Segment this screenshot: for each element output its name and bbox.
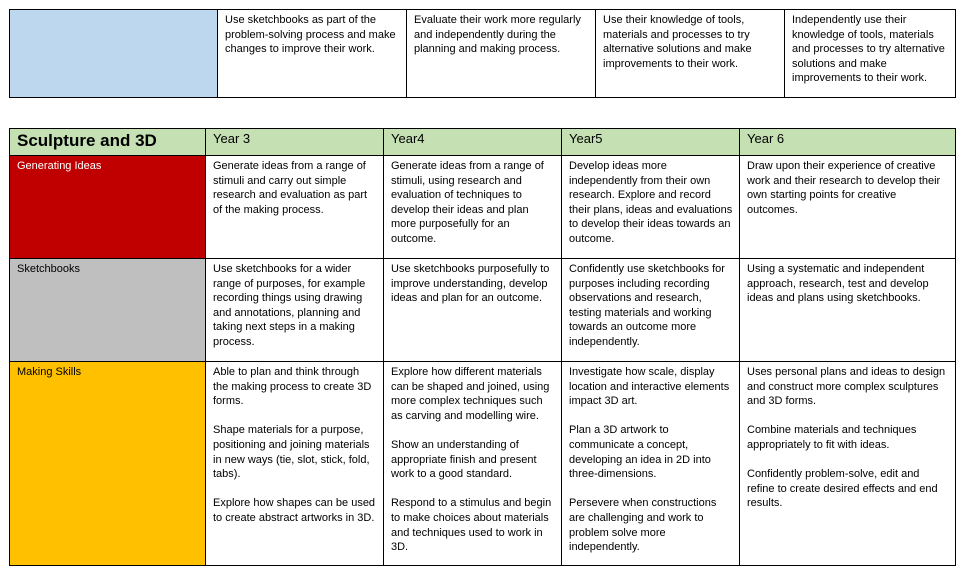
cell-paragraph: Using a systematic and independent approach, research, test and develop ideas and plans using sketchbooks. <box>747 263 929 305</box>
cell-paragraph: Generate ideas from a range of stimuli and carry out simple research and evaluation as part of the making process. <box>213 160 368 216</box>
table-cell <box>740 156 956 259</box>
subject-title: Sculpture and 3D <box>10 129 206 156</box>
previous-section-row <box>10 10 956 98</box>
table-row-making-skills <box>10 362 956 566</box>
top-cell-3: Use their knowledge of tools, materials and processes to try alternative solutions and make improvements to their work. <box>596 10 785 98</box>
row-label-generating-ideas: Generating Ideas <box>10 156 206 259</box>
sculpture-3d-table <box>9 128 956 566</box>
table-cell <box>562 156 740 259</box>
table-cell <box>562 259 740 362</box>
cell-paragraph: Draw upon their experience of creative work and their research to develop their own starting points for creative outcomes. <box>747 160 941 216</box>
cell-paragraph: Combine materials and techniques appropriately to fit with ideas. <box>747 424 917 451</box>
header-row <box>10 129 956 156</box>
cell-paragraph: Show an understanding of appropriate finish and present work to a good standard. <box>391 438 537 481</box>
cell-paragraph: Use sketchbooks for a wider range of purposes, for example recording things using drawing and annotations, planning and taking next steps in a making process. <box>213 263 366 348</box>
cell-paragraph: Use sketchbooks purposefully to improve understanding, develop ideas and plan for an outcome. <box>391 263 550 305</box>
cell-paragraph: Confidently use sketchbooks for purposes including recording observations and research, testing materials and working towards an outcome more independently. <box>569 263 725 348</box>
cell-paragraph: Develop ideas more independently from their own research. Explore and record their plans, ideas and evaluations to develop their ideas towards an outcome. <box>569 160 733 245</box>
table-cell <box>206 362 384 566</box>
cell-paragraph: Investigate how scale, display location and interactive elements impact 3D art. <box>569 366 730 408</box>
table-cell <box>740 362 956 566</box>
cell-paragraph: Explore how shapes can be used to create abstract artworks in 3D. <box>213 497 376 524</box>
table-row-sketchbooks <box>10 259 956 362</box>
cell-paragraph: Confidently problem-solve, edit and refine to create desired effects and end results. <box>747 468 938 510</box>
table-cell <box>740 259 956 362</box>
table-cell <box>384 156 562 259</box>
table-cell <box>384 362 562 566</box>
top-cell-2: Evaluate their work more regularly and independently during the planning and making process. <box>407 10 596 98</box>
table-row-generating-ideas <box>10 156 956 259</box>
previous-section-table <box>9 9 956 98</box>
table-cell <box>206 156 384 259</box>
row-label-cell-blank <box>10 10 218 98</box>
cell-paragraph: Shape materials for a purpose, positioning and joining materials in new ways (tie, slot, stick, fold, tabs). <box>213 424 370 481</box>
row-label-making-skills: Making Skills <box>10 362 206 566</box>
cell-paragraph: Uses personal plans and ideas to design and construct more complex sculptures and 3D forms. <box>747 366 946 408</box>
year-header-5: Year5 <box>562 129 740 156</box>
cell-paragraph: Explore how different materials can be shaped and joined, using more complex techniques such as carving and modelling wire. <box>391 366 550 422</box>
year-header-4: Year4 <box>384 129 562 156</box>
cell-paragraph: Persevere when constructions are challenging and work to problem solve more independently. <box>569 497 717 554</box>
cell-paragraph: Generate ideas from a range of stimuli, using research and evaluation of techniques to develop their ideas and plan more purposefully for an outcome. <box>391 160 544 245</box>
cell-paragraph: Respond to a stimulus and begin to make choices about materials and techniques used to work in 3D. <box>391 497 552 554</box>
year-header-3: Year 3 <box>206 129 384 156</box>
table-cell <box>562 362 740 566</box>
table-cell <box>384 259 562 362</box>
cell-paragraph: Able to plan and think through the making process to create 3D forms. <box>213 366 372 408</box>
table-cell <box>206 259 384 362</box>
year-header-6: Year 6 <box>740 129 956 156</box>
top-cell-1: Use sketchbooks as part of the problem-solving process and make changes to improve their work. <box>218 10 407 98</box>
top-cell-4: Independently use their knowledge of tools, materials and processes to try alternative solutions and make improvements to their work. <box>785 10 956 98</box>
row-label-sketchbooks: Sketchbooks <box>10 259 206 362</box>
cell-paragraph: Plan a 3D artwork to communicate a concept, developing an idea in 2D into three-dimensions. <box>569 424 711 481</box>
